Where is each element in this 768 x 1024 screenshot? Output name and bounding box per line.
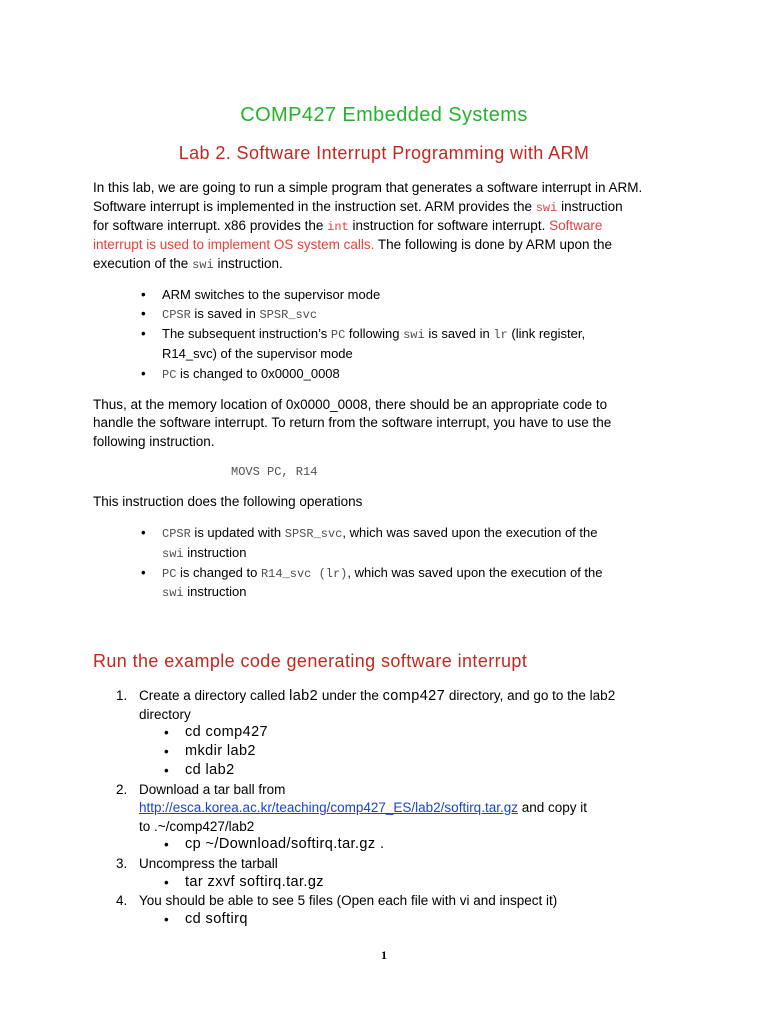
para-line: handle the software interrupt. To return from the software interrupt, you have to use the [93, 415, 612, 430]
code-line: MOVS PC, R14 [231, 465, 318, 479]
text: instruction. [213, 256, 283, 271]
bullet-icon: • [141, 565, 146, 580]
code: swi [403, 328, 425, 342]
bullet-icon: • [141, 306, 146, 321]
swi-code: swi [192, 258, 214, 272]
page-number: 1 [381, 948, 387, 962]
text: instruction [183, 545, 247, 560]
step-text: Download a tar ball from [139, 782, 286, 797]
list-item [162, 523, 597, 544]
highlight-text: interrupt is used to implement OS system calls. [93, 237, 375, 252]
text: following [345, 326, 404, 341]
command: cd lab2 [185, 762, 235, 778]
bullet-icon: • [164, 837, 169, 852]
list-item-continuation [162, 543, 246, 564]
intro-line-3 [93, 216, 602, 237]
text: Software interrupt is implemented in the instruction set. ARM provides the [93, 199, 536, 214]
step-text: to .~/comp427/lab2 [139, 819, 255, 834]
code: CPSR [162, 308, 191, 322]
list-item-continuation: R14_svc) of the supervisor mode [162, 346, 353, 361]
text: execution of the [93, 256, 193, 271]
bullet-icon: • [164, 763, 169, 778]
code: swi [162, 547, 184, 561]
bullet-icon: • [164, 912, 169, 927]
text: The following is done by ARM upon the [374, 237, 613, 252]
text: Create a directory called [139, 688, 290, 703]
text: The subsequent instruction’s [162, 326, 331, 341]
bullet-icon: • [164, 875, 169, 890]
intro-line-4 [93, 235, 612, 254]
code: PC [162, 368, 177, 382]
text: is saved in [190, 306, 260, 321]
step-text [139, 798, 587, 817]
text: is saved in [424, 326, 494, 341]
command: cp ~/Download/softirq.tar.gz . [185, 836, 385, 852]
text: lab2 [289, 688, 319, 704]
step-number: 3. [116, 856, 128, 871]
text: , which was saved upon the execution of the [342, 525, 598, 540]
page-title: COMP427 Embedded Systems [240, 104, 528, 126]
command: mkdir lab2 [185, 743, 256, 759]
intro-line-5 [93, 254, 283, 275]
lab-subtitle: Lab 2. Software Interrupt Programming with ARM [178, 143, 590, 163]
para-line: following instruction. [93, 434, 215, 449]
text: instruction for software interrupt. [348, 218, 550, 233]
code: R14_svc (lr) [260, 567, 348, 581]
text: is updated with [190, 525, 285, 540]
code: swi [162, 586, 184, 600]
step-text: directory [139, 707, 191, 722]
text: comp427 [382, 688, 446, 704]
step-number: 2. [116, 782, 128, 797]
tarball-download-link[interactable]: http://esca.korea.ac.kr/teaching/comp427_ES/lab2/softirq.tar.gz [139, 800, 518, 815]
bullet-icon: • [141, 287, 146, 302]
intro-line-2 [93, 197, 623, 218]
text: is changed to [176, 565, 261, 580]
code: lr [493, 328, 508, 342]
swi-code: swi [535, 201, 558, 215]
step-text: You should be able to see 5 files (Open each file with vi and inspect it) [139, 893, 558, 908]
list-item [162, 364, 340, 385]
text: and copy it [517, 800, 588, 815]
step-number: 1. [116, 688, 128, 703]
text: instruction [183, 584, 247, 599]
int-code: int [327, 220, 349, 234]
list-item [162, 304, 317, 325]
step-text [139, 686, 615, 706]
intro-line-1: In this lab, we are going to run a simple program that generates a software interrupt in ARM. [93, 180, 643, 195]
section-heading: Run the example code generating software interrupt [93, 651, 528, 671]
text: instruction [557, 199, 623, 214]
step-number: 4. [116, 893, 128, 908]
highlight-text: Software [549, 218, 603, 233]
bullet-icon: • [141, 525, 146, 540]
list-item [162, 563, 603, 584]
para-line: Thus, at the memory location of 0x0000_0008, there should be an appropriate code to [93, 397, 608, 412]
list-item [162, 324, 585, 345]
command: tar zxvf softirq.tar.gz [185, 874, 324, 890]
code: SPSR_svc [259, 308, 318, 322]
text: under the [318, 688, 383, 703]
bullet-icon: • [141, 366, 146, 381]
bullet-icon: • [164, 744, 169, 759]
code: SPSR_svc [284, 527, 343, 541]
step-text: Uncompress the tarball [139, 856, 278, 871]
text: for software interrupt. x86 provides the [93, 218, 328, 233]
text: is changed to 0x0000_0008 [176, 366, 340, 381]
code: PC [162, 567, 177, 581]
command: cd softirq [185, 911, 248, 927]
code: CPSR [162, 527, 191, 541]
list-item: ARM switches to the supervisor mode [162, 287, 381, 302]
command: cd comp427 [185, 724, 268, 740]
operations-intro: This instruction does the following operations [93, 494, 363, 509]
list-item-continuation [162, 582, 246, 603]
bullet-icon: • [164, 725, 169, 740]
bullet-icon: • [141, 326, 146, 341]
text: (link register, [507, 326, 586, 341]
code: PC [330, 328, 346, 342]
text: , which was saved upon the execution of the [347, 565, 603, 580]
text: directory, and go to the lab2 [445, 688, 616, 703]
